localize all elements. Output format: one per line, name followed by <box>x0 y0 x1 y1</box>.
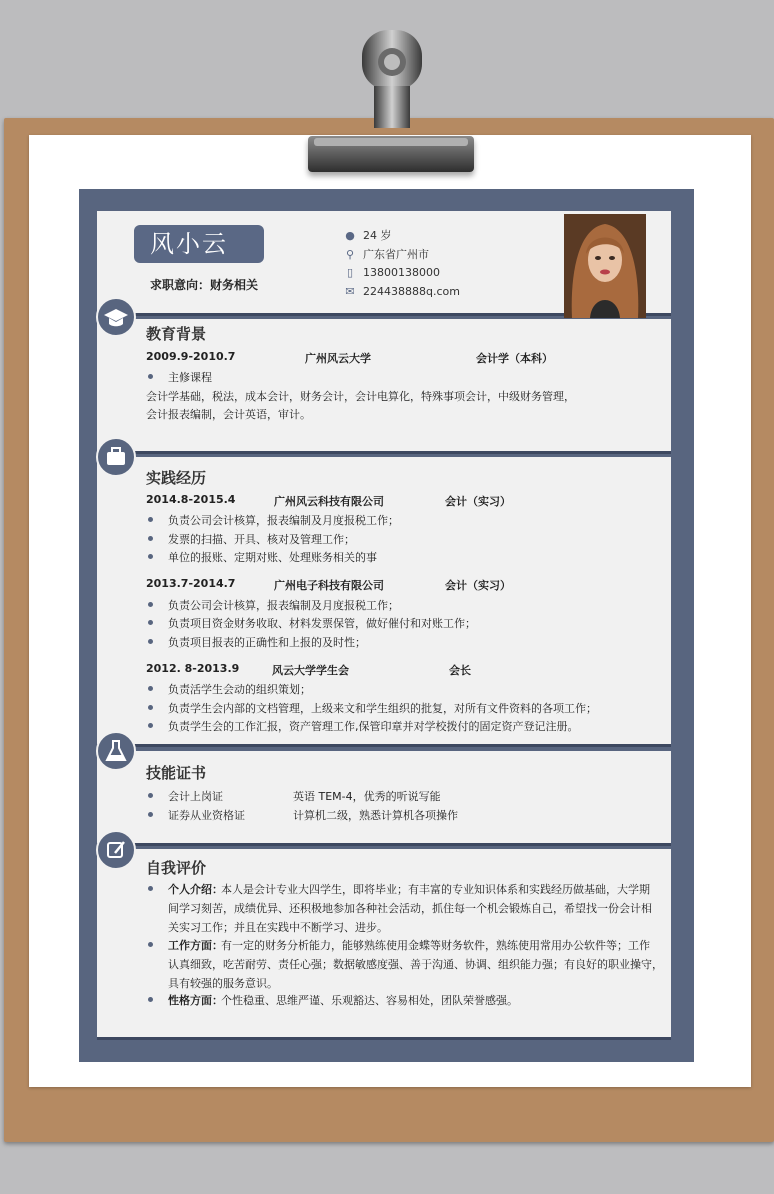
job-item: 负责活学生会动的组织策划； <box>168 683 311 696</box>
bullet <box>148 602 153 607</box>
profile-photo <box>564 214 646 318</box>
bullet <box>148 942 153 947</box>
bullet <box>148 639 153 644</box>
name-badge: 风小云 <box>134 225 264 263</box>
phone-icon: ▯ <box>346 266 354 279</box>
edu-degree: 会计学（本科） <box>476 352 553 365</box>
mail-icon: ✉ <box>345 285 355 298</box>
bullet <box>148 997 153 1002</box>
graduation-cap-icon <box>96 297 136 337</box>
email-text: 224438888q.com <box>363 285 460 298</box>
job-role: 会计（实习） <box>445 579 511 592</box>
job-item: 负责学生会内部的文档管理，上级来文和学生组织的批复，对所有文件资料的各项工作； <box>168 702 597 715</box>
personality-label: 性格方面： <box>168 994 223 1007</box>
job-item: 负责学生会的工作汇报，资产管理工作,保管印章并对学校拨付的固定资产登记注册。 <box>168 720 579 733</box>
edu-period: 2009.9-2010.7 <box>146 350 236 363</box>
job-item: 单位的报账、定期对账、处理账务相关的事 <box>168 551 377 564</box>
work-text: 具有较强的服务意识。 <box>168 977 278 990</box>
phone-row <box>343 265 440 281</box>
courses-line: 会计报表编制，会计英语，审计。 <box>146 408 311 421</box>
job-period: 2014.8-2015.4 <box>146 493 236 506</box>
binder-clip-icon <box>360 28 424 128</box>
job-period: 2013.7-2014.7 <box>146 577 236 590</box>
bullet <box>148 793 153 798</box>
bullet <box>148 812 153 817</box>
bullet <box>148 536 153 541</box>
briefcase-icon <box>96 437 136 477</box>
bullet <box>148 886 153 891</box>
skill-detail: 英语 TEM-4，优秀的听说写能 <box>293 790 441 803</box>
courses-line: 会计学基础，税法，成本会计，财务会计，会计电算化，特殊事项会计，中级财务管理， <box>146 390 575 403</box>
job-item: 负责公司会计核算，报表编制及月度报税工作； <box>168 599 399 612</box>
job-item: 负责公司会计核算，报表编制及月度报税工作； <box>168 514 399 527</box>
work-label: 工作方面： <box>168 939 223 952</box>
job-intent: 求职意向：财务相关 <box>150 278 259 292</box>
age-row <box>343 228 392 244</box>
location-text: 广东省广州市 <box>363 248 429 261</box>
skill-cert: 证券从业资格证 <box>168 809 245 822</box>
bullet <box>148 723 153 728</box>
skills-title: 技能证书 <box>146 764 207 782</box>
bullet <box>148 620 153 625</box>
experience-title: 实践经历 <box>146 469 207 487</box>
course-label: 主修课程 <box>168 371 212 384</box>
location-row <box>343 247 429 263</box>
job-item: 负责项目资金财务收取、材料发票保管，做好催付和对账工作； <box>168 617 476 630</box>
skill-detail: 计算机二级，熟悉计算机各项操作 <box>293 809 458 822</box>
bullet <box>148 705 153 710</box>
job-company: 广州风云科技有限公司 <box>274 495 384 508</box>
bullet <box>148 374 153 379</box>
job-company: 风云大学学生会 <box>272 664 349 677</box>
intro-text: 关实习工作；并且在实践中不断学习、进步。 <box>168 921 388 934</box>
intro-text: 本人是会计专业大四学生，即将毕业；有丰富的专业知识体系和实践经历做基础，大学期 <box>221 883 650 896</box>
bullet <box>148 517 153 522</box>
job-item: 发票的扫描、开具、核对及管理工作； <box>168 533 355 546</box>
edu-school: 广州风云大学 <box>305 352 371 365</box>
location-pin-icon: ⚲ <box>345 248 355 261</box>
work-text: 有一定的财务分析能力，能够熟练使用金蝶等财务软件，熟练使用常用办公软件等；工作 <box>221 939 650 952</box>
email-row <box>343 284 460 300</box>
job-period: 2012. 8-2013.9 <box>146 662 240 675</box>
skill-cert: 会计上岗证 <box>168 790 223 803</box>
job-company: 广州电子科技有限公司 <box>274 579 384 592</box>
job-role: 会长 <box>449 664 471 677</box>
work-text: 认真细致，吃苦耐劳、责任心强；数据敏感度强、善于沟通、协调、组织能力强；有良好的职业操守， <box>168 958 663 971</box>
job-role: 会计（实习） <box>445 495 511 508</box>
bullet <box>148 554 153 559</box>
self-eval-title: 自我评价 <box>146 859 207 877</box>
bullet <box>148 686 153 691</box>
edit-icon <box>96 830 136 870</box>
personality-text: 个性稳重、思维严谨、乐观豁达、容易相处，团队荣誉感强。 <box>221 994 518 1007</box>
job-item: 负责项目报表的正确性和上报的及时性； <box>168 636 366 649</box>
intro-text: 间学习刻苦，成绩优异、还积极地参加各种社会活动，抓住每一个机会锻炼自己，希望找一份会计相 <box>168 902 652 915</box>
phone-text: 13800138000 <box>363 266 440 279</box>
intro-label: 个人介绍： <box>168 883 223 896</box>
person-icon: ● <box>345 229 355 242</box>
flask-icon <box>96 731 136 771</box>
education-title: 教育背景 <box>146 325 207 343</box>
age-text: 24 岁 <box>363 229 392 242</box>
binder-clip-base <box>308 136 474 172</box>
